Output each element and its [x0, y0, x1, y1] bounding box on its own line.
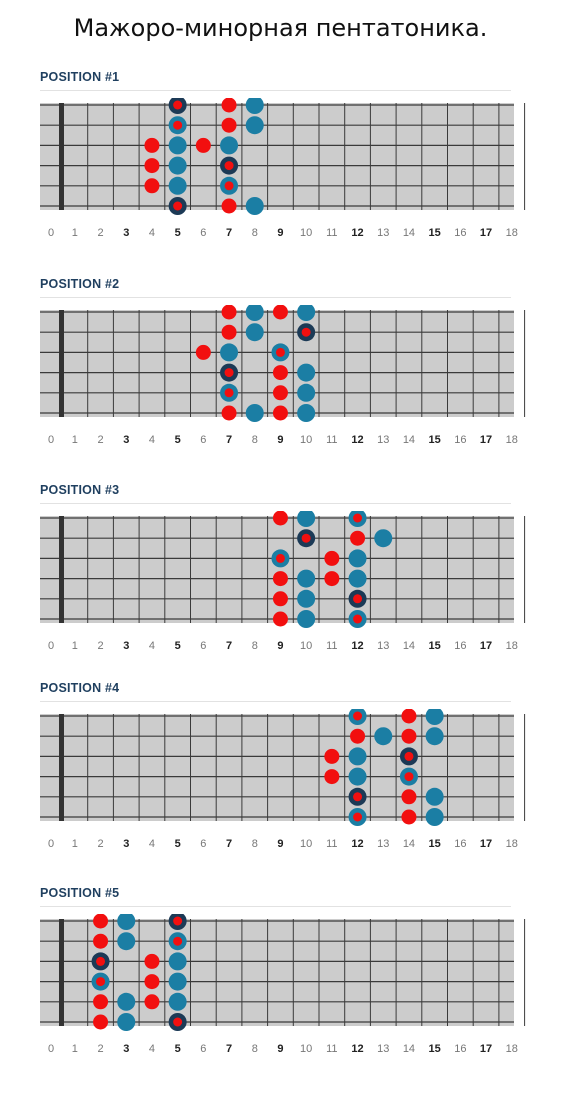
major-note-dot [246, 197, 264, 215]
major-note-dot [169, 136, 187, 154]
minor-note-dot [173, 917, 182, 926]
minor-note-dot [222, 118, 237, 133]
fret-number: 9 [277, 434, 284, 446]
nut [59, 714, 64, 821]
position-title: POSITION #4 [40, 681, 120, 695]
minor-note-dot [222, 199, 237, 214]
major-note-dot [297, 590, 315, 608]
minor-note-dot [225, 161, 234, 170]
minor-note-dot [273, 385, 288, 400]
fret-number: 17 [479, 434, 493, 446]
minor-note-dot [196, 138, 211, 153]
minor-note-dot [144, 994, 159, 1009]
major-note-dot [297, 570, 315, 588]
fret-number: 2 [97, 838, 104, 850]
minor-note-dot [401, 729, 416, 744]
major-note-dot [374, 727, 392, 745]
fret-number: 4 [148, 1043, 156, 1055]
fret-number: 1 [71, 227, 78, 239]
fretboard-background [40, 919, 514, 1026]
fret-number: 9 [277, 1043, 284, 1055]
fret-number: 14 [402, 434, 416, 446]
major-note-dot [220, 343, 238, 361]
position-divider [40, 906, 511, 907]
fret-number: 1 [71, 838, 78, 850]
fret-number: 17 [479, 640, 493, 652]
major-note-dot [349, 747, 367, 765]
fret-number: 12 [351, 227, 364, 239]
minor-note-dot [302, 534, 311, 543]
fret-number: 15 [428, 434, 441, 446]
minor-note-dot [276, 554, 285, 563]
fret-number: 7 [225, 838, 233, 850]
minor-note-dot [353, 615, 362, 624]
minor-note-dot [401, 810, 416, 825]
fret-number: 0 [47, 640, 55, 652]
major-note-dot [169, 157, 187, 175]
minor-note-dot [273, 406, 288, 421]
fret-number: 11 [326, 640, 338, 652]
fret-number: 18 [505, 227, 518, 239]
major-note-dot [169, 952, 187, 970]
minor-note-dot [273, 612, 288, 627]
major-note-dot [297, 384, 315, 402]
fret-number: 12 [351, 434, 364, 446]
fret-number: 10 [300, 640, 313, 652]
fret-number: 4 [148, 838, 156, 850]
position-title: POSITION #1 [40, 70, 120, 84]
major-note-dot [246, 323, 264, 341]
fret-number: 10 [300, 1043, 313, 1055]
major-note-dot [297, 610, 315, 628]
minor-note-dot [273, 305, 288, 320]
major-note-dot [349, 549, 367, 567]
fret-number: 15 [428, 640, 441, 652]
fret-number: 5 [174, 434, 181, 446]
position-title: POSITION #5 [40, 886, 120, 900]
minor-note-dot [173, 101, 182, 110]
fret-number: 16 [454, 434, 467, 446]
minor-note-dot [93, 934, 108, 949]
minor-note-dot [324, 551, 339, 566]
fret-number: 10 [300, 227, 313, 239]
fret-number: 17 [479, 227, 493, 239]
minor-note-dot [273, 571, 288, 586]
minor-note-dot [324, 571, 339, 586]
minor-note-dot [173, 937, 182, 946]
minor-note-dot [144, 138, 159, 153]
fretboard [0, 305, 561, 470]
fret-number: 2 [97, 1043, 104, 1055]
fret-number: 6 [200, 1043, 207, 1055]
nut [59, 310, 64, 417]
minor-note-dot [225, 388, 234, 397]
fret-number: 13 [377, 434, 390, 446]
fretboard-background [40, 310, 514, 417]
minor-note-dot [173, 121, 182, 130]
fret-number: 2 [97, 640, 104, 652]
fret-number: 10 [300, 434, 313, 446]
nut [59, 919, 64, 1026]
minor-note-dot [404, 772, 413, 781]
fret-number: 3 [123, 434, 130, 446]
fret-number: 0 [47, 838, 55, 850]
fret-number: 9 [277, 640, 284, 652]
position-divider [40, 297, 511, 298]
fretboard [0, 709, 561, 874]
fret-number: 9 [277, 838, 284, 850]
fret-number: 10 [300, 838, 313, 850]
major-note-dot [169, 973, 187, 991]
fret-number: 5 [174, 838, 181, 850]
major-note-dot [297, 364, 315, 382]
fret-number: 5 [174, 640, 181, 652]
minor-note-dot [401, 789, 416, 804]
fret-number: 7 [225, 434, 233, 446]
minor-note-dot [93, 1015, 108, 1030]
fret-number: 9 [277, 227, 284, 239]
fret-number: 16 [454, 838, 467, 850]
fretboard [0, 511, 561, 676]
minor-note-dot [144, 954, 159, 969]
fret-number: 14 [402, 1043, 416, 1055]
minor-note-dot [353, 792, 362, 801]
minor-note-dot [144, 158, 159, 173]
nut [59, 516, 64, 623]
major-note-dot [349, 570, 367, 588]
minor-note-dot [302, 328, 311, 337]
fret-number: 18 [505, 1043, 518, 1055]
fret-number: 7 [225, 227, 233, 239]
fret-number: 18 [505, 434, 518, 446]
minor-note-dot [350, 729, 365, 744]
fret-number: 12 [351, 1043, 364, 1055]
fret-number: 11 [326, 227, 338, 239]
fret-number: 13 [377, 1043, 390, 1055]
minor-note-dot [276, 348, 285, 357]
minor-note-dot [273, 511, 288, 526]
fretboard [0, 914, 561, 1079]
fret-number: 0 [47, 227, 55, 239]
fret-number: 6 [200, 838, 207, 850]
fret-number: 2 [97, 434, 104, 446]
minor-note-dot [353, 813, 362, 822]
fret-number: 6 [200, 640, 207, 652]
fretboard-background [40, 103, 514, 210]
fret-number: 3 [123, 1043, 130, 1055]
minor-note-dot [324, 749, 339, 764]
fret-number: 15 [428, 838, 441, 850]
major-note-dot [117, 993, 135, 1011]
fret-number: 7 [225, 640, 233, 652]
fret-number: 7 [225, 1043, 233, 1055]
major-note-dot [374, 529, 392, 547]
nut [59, 103, 64, 210]
position-divider [40, 503, 511, 504]
fret-number: 5 [174, 1043, 181, 1055]
fret-number: 8 [251, 227, 258, 239]
fret-number: 5 [174, 227, 181, 239]
page-title: Мажоро-минорная пентатоника. [73, 14, 488, 42]
major-note-dot [426, 727, 444, 745]
fret-number: 14 [402, 227, 416, 239]
minor-note-dot [222, 98, 237, 113]
minor-note-dot [222, 305, 237, 320]
minor-note-dot [353, 594, 362, 603]
fret-number: 11 [326, 838, 338, 850]
major-note-dot [426, 788, 444, 806]
fret-number: 8 [251, 1043, 258, 1055]
position-divider [40, 701, 511, 702]
fret-number: 13 [377, 227, 390, 239]
major-note-dot [349, 768, 367, 786]
major-note-dot [426, 808, 444, 826]
fret-number: 8 [251, 838, 258, 850]
position-title: POSITION #3 [40, 483, 120, 497]
fret-number: 3 [123, 640, 130, 652]
minor-note-dot [93, 914, 108, 929]
fret-number: 16 [454, 1043, 467, 1055]
fret-number: 18 [505, 838, 518, 850]
fret-number: 13 [377, 838, 390, 850]
fret-number: 16 [454, 227, 467, 239]
major-note-dot [220, 136, 238, 154]
fret-number: 1 [71, 434, 78, 446]
minor-note-dot [350, 531, 365, 546]
minor-note-dot [273, 591, 288, 606]
fret-number: 13 [377, 640, 390, 652]
fret-number: 1 [71, 640, 78, 652]
fret-number: 17 [479, 838, 493, 850]
fret-number: 8 [251, 434, 258, 446]
fret-number: 8 [251, 640, 258, 652]
minor-note-dot [353, 712, 362, 721]
major-note-dot [117, 932, 135, 950]
fretboard [0, 98, 561, 263]
minor-note-dot [196, 345, 211, 360]
minor-note-dot [225, 368, 234, 377]
minor-note-dot [401, 709, 416, 724]
minor-note-dot [144, 178, 159, 193]
minor-note-dot [222, 406, 237, 421]
minor-note-dot [222, 325, 237, 340]
fret-number: 16 [454, 640, 467, 652]
major-note-dot [246, 404, 264, 422]
fret-number: 6 [200, 434, 207, 446]
position-title: POSITION #2 [40, 277, 120, 291]
fret-number: 11 [326, 1043, 338, 1055]
fret-number: 6 [200, 227, 207, 239]
minor-note-dot [173, 1018, 182, 1027]
minor-note-dot [324, 769, 339, 784]
minor-note-dot [353, 514, 362, 523]
minor-note-dot [93, 994, 108, 1009]
fret-number: 3 [123, 227, 130, 239]
fret-number: 4 [148, 640, 156, 652]
fret-number: 14 [402, 838, 416, 850]
minor-note-dot [225, 181, 234, 190]
fret-number: 4 [148, 434, 156, 446]
fret-number: 0 [47, 434, 55, 446]
position-divider [40, 90, 511, 91]
fret-number: 12 [351, 838, 364, 850]
fret-number: 17 [479, 1043, 493, 1055]
fret-number: 3 [123, 838, 130, 850]
major-note-dot [117, 1013, 135, 1031]
fret-number: 15 [428, 1043, 441, 1055]
minor-note-dot [96, 957, 105, 966]
fretboard-background [40, 714, 514, 821]
major-note-dot [169, 993, 187, 1011]
fret-number: 14 [402, 640, 416, 652]
minor-note-dot [144, 974, 159, 989]
fret-number: 2 [97, 227, 104, 239]
fret-number: 0 [47, 1043, 55, 1055]
fret-number: 18 [505, 640, 518, 652]
minor-note-dot [96, 977, 105, 986]
major-note-dot [246, 116, 264, 134]
minor-note-dot [404, 752, 413, 761]
minor-note-dot [173, 202, 182, 211]
major-note-dot [169, 177, 187, 195]
major-note-dot [297, 404, 315, 422]
fret-number: 11 [326, 434, 338, 446]
fret-number: 12 [351, 640, 364, 652]
minor-note-dot [273, 365, 288, 380]
fret-number: 15 [428, 227, 441, 239]
fret-number: 4 [148, 227, 156, 239]
fret-number: 1 [71, 1043, 78, 1055]
fretboard-background [40, 516, 514, 623]
